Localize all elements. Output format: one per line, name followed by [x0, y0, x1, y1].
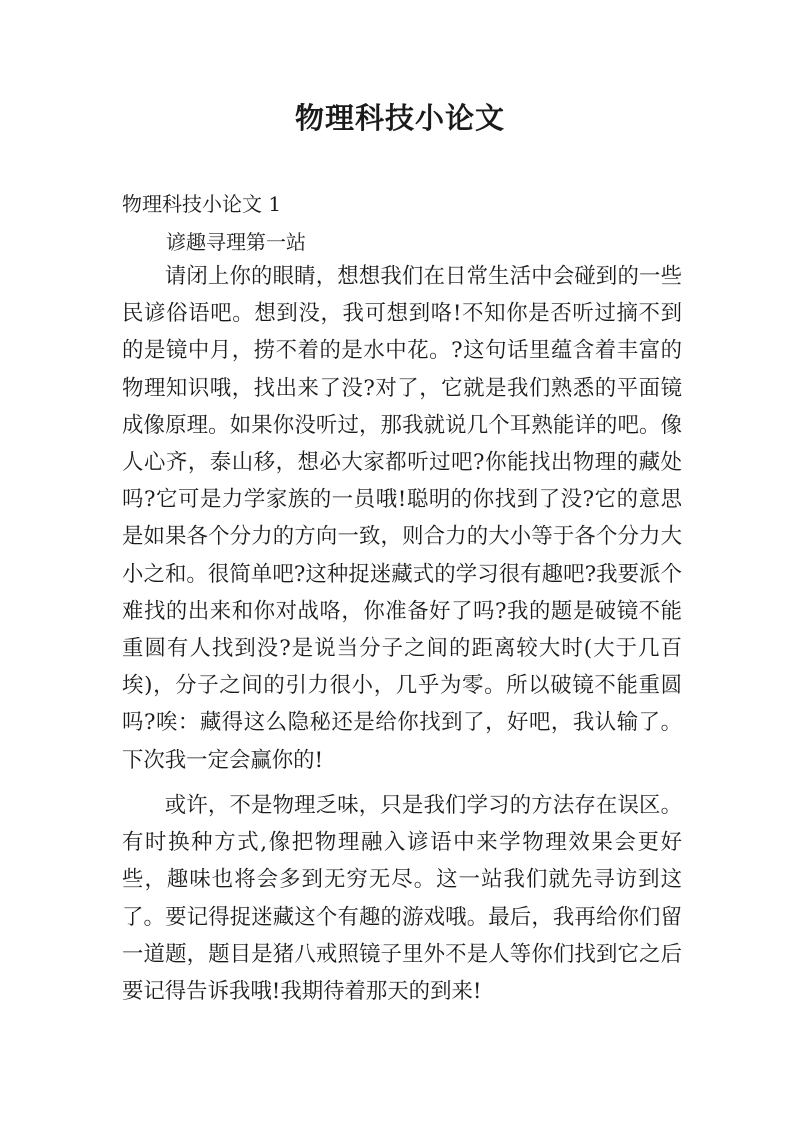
body-paragraph-2: 或许，不是物理乏味，只是我们学习的方法存在误区。有时换种方式,像把物理融入谚语中来学物理效果会更好些，趣味也将会多到无穷无尽。这一站我们就先寻访到这了。要记得捉迷藏这个有趣的游戏哦。最后，我再给你们留一道题，题目是猪八戒照镜子里外不是人等你们找到它之后要记得告诉我哦!我期待着那天的到来!: [122, 793, 682, 1005]
section-heading: 谚趣寻理第一站: [166, 230, 306, 254]
body-paragraph-1: 请闭上你的眼睛，想想我们在日常生活中会碰到的一些民谚俗语吧。想到没，我可想到咯!不知你是否听过摘不到的是镜中月，捞不着的是水中花。?这句话里蕴含着丰富的物理知识哦，找出来了没?对了，它就是我们熟悉的平面镜成像原理。如果你没听过，那我就说几个耳熟能详的吧。像人心齐，泰山移，想必大家都听过吧?你能找出物理的藏处吗?它可是力学家族的一员哦!聪明的你找到了没?它的意思是如果各个分力的方向一致，则合力的大小等于各个分力大小之和。很简单吧?这种捉迷藏式的学习很有趣吧?我要派个难找的出来和你对战咯，你准备好了吗?我的题是破镜不能重圆有人找到没?是说当分子之间的距离较大时(大于几百埃)，分子之间的引力很小，几乎为零。所以破镜不能重圆吗?唉：藏得这么隐秘还是给你找到了，好吧，我认输了。下次我一定会赢你的!: [122, 264, 682, 773]
page-title: 物理科技小论文: [294, 101, 505, 135]
document-subtitle: 物理科技小论文 1: [122, 192, 282, 216]
